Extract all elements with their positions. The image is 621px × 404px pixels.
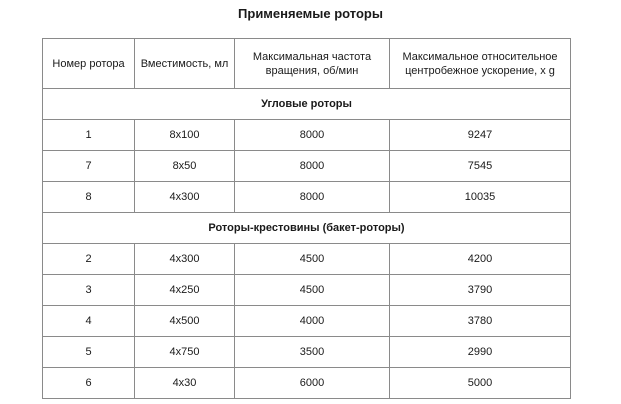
cell-max-speed: 8000 [235,182,390,213]
table-row [43,275,571,306]
group-header-row [43,89,571,120]
header-max-rcf: Максимальное относительное центробежное ускорение, x g [390,39,571,89]
rotors-table [42,38,571,399]
cell-rotor-number: 8 [43,182,135,213]
cell-max-rcf: 3780 [390,306,571,337]
table-row [43,244,571,275]
cell-capacity: 8x100 [135,120,235,151]
header-rotor-number: Номер ротора [43,39,135,89]
cell-capacity: 8x50 [135,151,235,182]
cell-max-speed: 6000 [235,368,390,399]
cell-max-speed: 4500 [235,244,390,275]
cell-rotor-number: 4 [43,306,135,337]
cell-rotor-number: 7 [43,151,135,182]
group-label: Угловые роторы [43,89,571,120]
cell-capacity: 4x750 [135,337,235,368]
cell-max-speed: 4000 [235,306,390,337]
table-header-row [43,39,571,89]
cell-max-speed: 8000 [235,151,390,182]
cell-capacity: 4x300 [135,182,235,213]
table-row [43,151,571,182]
cell-max-rcf: 3790 [390,275,571,306]
group-label: Роторы-крестовины (бакет-роторы) [43,213,571,244]
cell-max-rcf: 9247 [390,120,571,151]
table-row [43,368,571,399]
cell-max-rcf: 7545 [390,151,571,182]
header-capacity: Вместимость, мл [135,39,235,89]
cell-max-rcf: 2990 [390,337,571,368]
cell-max-speed: 4500 [235,275,390,306]
cell-capacity: 4x300 [135,244,235,275]
cell-rotor-number: 2 [43,244,135,275]
table-row [43,182,571,213]
group-header-row [43,213,571,244]
page-title: Применяемые роторы [238,6,383,21]
cell-capacity: 4x30 [135,368,235,399]
table-row [43,120,571,151]
cell-capacity: 4x250 [135,275,235,306]
cell-max-rcf: 4200 [390,244,571,275]
table-row [43,306,571,337]
table-row [43,337,571,368]
cell-max-rcf: 5000 [390,368,571,399]
cell-max-speed: 8000 [235,120,390,151]
rotors-table-body [43,39,571,399]
cell-rotor-number: 6 [43,368,135,399]
cell-capacity: 4x500 [135,306,235,337]
header-max-speed: Максимальная частота вращения, об/мин [235,39,390,89]
cell-rotor-number: 5 [43,337,135,368]
cell-max-rcf: 10035 [390,182,571,213]
cell-rotor-number: 1 [43,120,135,151]
cell-max-speed: 3500 [235,337,390,368]
cell-rotor-number: 3 [43,275,135,306]
